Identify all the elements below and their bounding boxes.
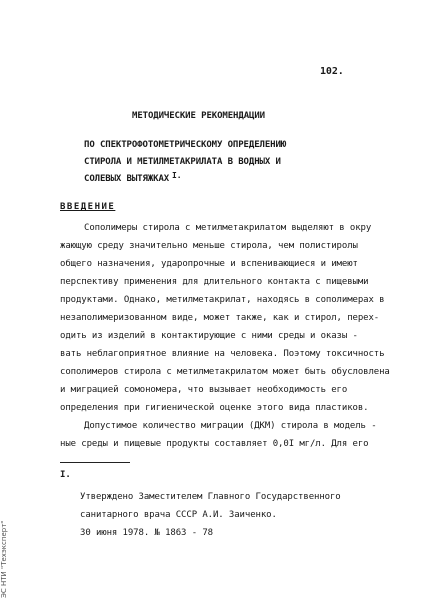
side-stamp: ЭС НТИ "Техэксперт"	[0, 520, 8, 598]
document-heading: МЕТОДИЧЕСКИЕ РЕКОМЕНДАЦИИ	[132, 111, 265, 121]
footnote-line-2: санитарного врача СССР А.И. Заиченко.	[80, 510, 277, 520]
body-line-11: определения при гигиенической оценке этого вида пластиков.	[60, 403, 369, 413]
title-footnote-mark: I.	[172, 171, 182, 180]
footnote-separator	[60, 462, 130, 463]
body-line-1: Сополимеры стирола с метилметакрилатом выделяют в окру	[84, 223, 372, 233]
page-number: 102.	[320, 66, 344, 77]
footnote-line-3: 30 июня 1978. № 1863 - 78	[80, 528, 213, 538]
body-line-5: продуктами. Однако, метилметакрилат, находясь в сополимерах в	[60, 295, 385, 305]
body-line-6: незаполимеризованном виде, может также, как и стирол, перех-	[60, 313, 380, 323]
body-line-8: вать неблагоприятное влияние на человека. Поэтому токсичность	[60, 349, 385, 359]
title-line-2: СТИРОЛА И МЕТИЛМЕТАКРИЛАТА В ВОДНЫХ И	[84, 157, 281, 167]
body-line-3: общего назначения, ударопрочные и вспенивающиеся и имеют	[60, 259, 358, 269]
body-line-9: сополимеров стирола с метилметакрилатом может быть обусловлена	[60, 367, 390, 377]
body-line-7: одить из изделий в контактирующие с ними среды и оказы -	[60, 331, 358, 341]
footnote-line-1: Утверждено Заместителем Главного Государственного	[80, 492, 341, 502]
body-line-4: перспективу применения для длительного контакта с пищевыми	[60, 277, 369, 287]
body-line-13: ные среды и пищевые продукты составляет 0,0I мг/л. Для его	[60, 439, 369, 449]
body-line-12: Допустимое количество миграции (ДКМ) стирола в модель -	[84, 421, 377, 431]
body-line-10: и миграцией сомономера, что вызывает необходимость его	[60, 385, 348, 395]
footnote-mark: I.	[60, 470, 71, 480]
title-line-1: ПО СПЕКТРОФОТОМЕТРИЧЕСКОМУ ОПРЕДЕЛЕНИЮ	[84, 140, 287, 150]
title-line-3: СОЛЕВЫХ ВЫТЯЖКАХ	[84, 174, 170, 184]
intro-heading: ВВЕДЕНИЕ	[60, 202, 116, 212]
body-line-2: жающую среду значительно меньше стирола, чем полистиролы	[60, 241, 358, 251]
